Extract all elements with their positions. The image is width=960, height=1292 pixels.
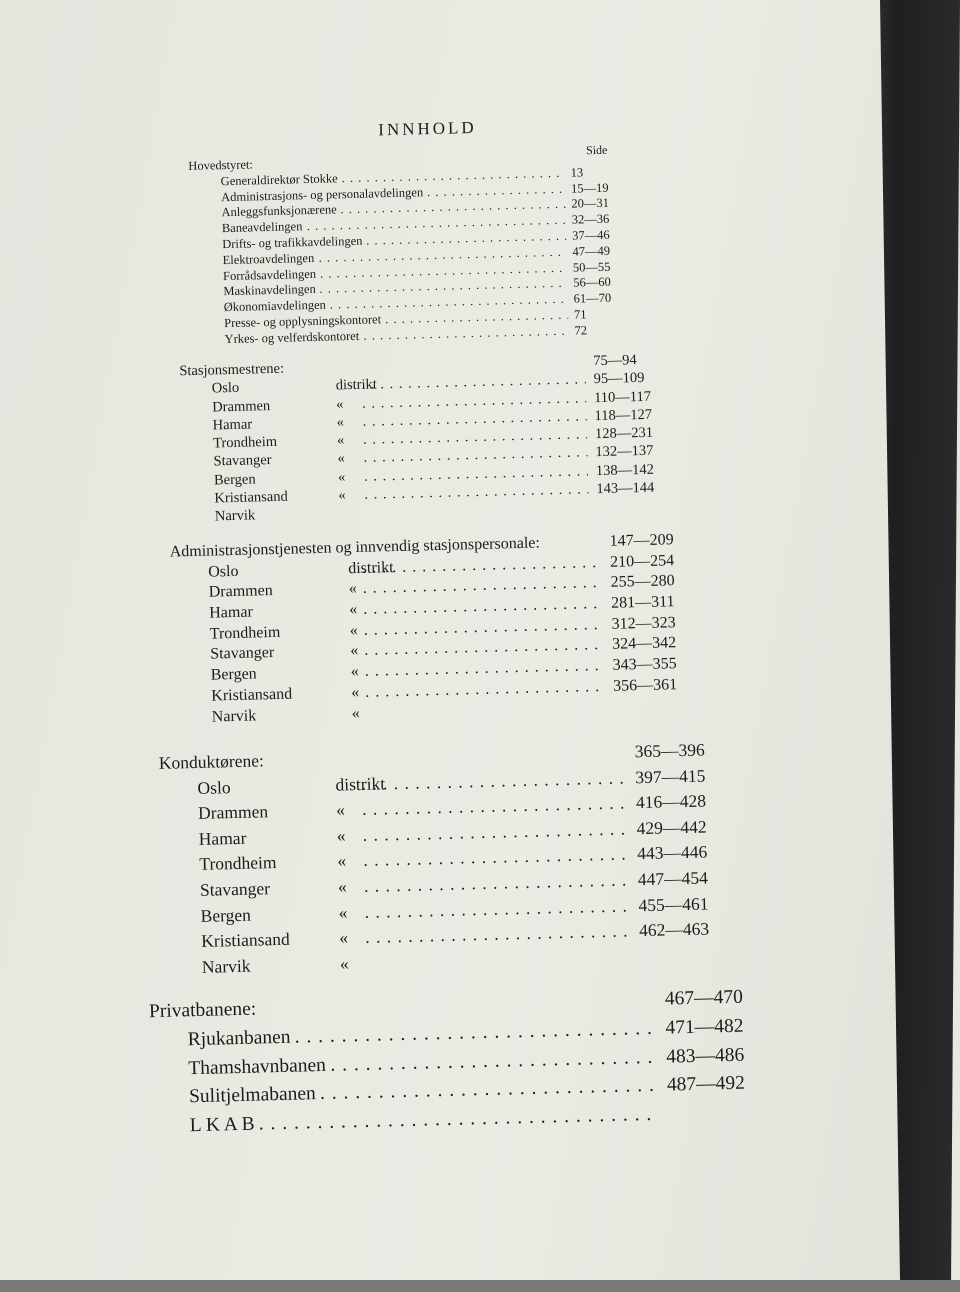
page-from: 72 [574, 323, 587, 338]
dot-leader [363, 574, 603, 598]
side-column-label: Side [586, 143, 608, 159]
page-to: 492 [715, 1073, 745, 1096]
page-range [574, 307, 587, 322]
page-range [596, 461, 654, 479]
page-from: 71 [574, 307, 587, 322]
page-range-dash: — [584, 212, 597, 227]
page-to: 70 [599, 291, 612, 306]
page-range-dash: — [634, 553, 650, 571]
page-from: 138 [596, 462, 618, 480]
entry-name: Oslo [212, 380, 240, 398]
toc-entry [150, 1059, 151, 1088]
toc-entry [170, 564, 171, 585]
page-from: 281 [611, 594, 635, 613]
entry-name: Elektroavdelingen [222, 251, 314, 268]
entry-name: Generaldirektør Stokke [221, 171, 338, 189]
entry-name: Drammen [198, 801, 268, 824]
toc-entry [151, 1088, 152, 1117]
page-range [613, 676, 677, 696]
page-from: 56 [573, 276, 586, 291]
page-to: 49 [597, 243, 610, 258]
page-range-dash: — [694, 987, 714, 1009]
toc-entry [171, 606, 172, 627]
toc-entry [149, 1030, 150, 1059]
entry-name: Drifts- og trafikkavdelingen [222, 234, 363, 252]
page-range-dash: — [585, 260, 598, 275]
dot-leader [361, 767, 627, 794]
page-range-dash: — [617, 462, 632, 479]
page-to: 137 [631, 443, 653, 461]
entry-name: Forrådsavdelingen [223, 266, 316, 283]
entry-name: L K A B [190, 1114, 255, 1138]
page-range [573, 259, 611, 275]
toc-entry [173, 688, 174, 709]
toc-entry [152, 1116, 153, 1145]
page-range-dash: — [695, 1016, 715, 1038]
entry-district: « [349, 601, 357, 619]
page-range [574, 323, 587, 338]
entry-name: Kristiansand [211, 685, 292, 705]
entry-district: « [352, 704, 360, 722]
entry-name: Økonomiavdelingen [224, 298, 326, 315]
page-range-dash: — [634, 573, 650, 591]
page-from: 15 [571, 181, 584, 196]
dot-leader [320, 1075, 659, 1105]
page-from: 37 [572, 228, 585, 243]
entry-district: « [339, 927, 348, 948]
page-from: 75 [593, 353, 608, 370]
page-to: 109 [622, 370, 644, 388]
page-to: 454 [681, 867, 708, 889]
page-range [610, 552, 674, 572]
page-from: 147 [609, 532, 633, 551]
page-from: 47 [572, 244, 585, 259]
entry-name: Maskinavdelingen [223, 282, 316, 299]
dot-leader [365, 657, 605, 681]
page-from: 118 [594, 408, 616, 426]
dot-leader [364, 895, 630, 922]
toc-entry [160, 804, 161, 830]
page-from: 32 [572, 213, 585, 228]
entry-name: Kristiansand [201, 929, 290, 952]
page-range [636, 791, 706, 814]
page-range [573, 275, 611, 291]
page-range-dash: — [608, 371, 623, 388]
page-from: 471 [665, 1017, 695, 1040]
dot-leader [365, 678, 605, 702]
page-range-dash: — [586, 275, 599, 290]
page-range-dash: — [618, 480, 633, 497]
page-from: 443 [637, 843, 664, 865]
page-range [571, 180, 609, 196]
page-range [574, 291, 612, 307]
page-to: 127 [630, 407, 652, 425]
page-range-dash: — [636, 635, 652, 653]
page-range [612, 635, 676, 655]
entry-district: « [337, 851, 346, 872]
page-to: 280 [650, 573, 674, 592]
dot-leader [364, 481, 588, 503]
page-to: 231 [631, 425, 653, 443]
page-range-dash: — [584, 228, 597, 243]
dot-leader [364, 636, 604, 660]
entry-name: Narvik [212, 707, 257, 726]
page-range [667, 1073, 746, 1097]
dot-leader [362, 793, 628, 820]
entry-name: Drammen [212, 398, 270, 416]
page-to: 55 [598, 259, 611, 274]
page-range-dash: — [635, 594, 651, 612]
entry-name: Bergen [211, 666, 257, 685]
page-to: 94 [622, 352, 637, 369]
section-heading: Konduktørene: [159, 750, 264, 774]
page-from: 356 [613, 677, 637, 696]
page-from: 397 [635, 766, 662, 788]
entry-name: Oslo [208, 563, 239, 582]
page-from: 467 [665, 988, 695, 1011]
page-to: 428 [680, 791, 707, 813]
dot-leader [362, 554, 602, 578]
page-from: 324 [612, 636, 636, 655]
dot-leader [330, 1046, 658, 1076]
page-range [665, 1015, 744, 1039]
section-heading-row [159, 753, 160, 779]
page-from: 50 [573, 260, 586, 275]
page-range-dash: — [663, 817, 681, 838]
entry-district: « [338, 876, 347, 897]
dot-leader [363, 844, 629, 871]
entry-district: distrikt [336, 377, 377, 395]
page-range [638, 893, 708, 916]
entry-district: « [351, 684, 359, 702]
page-from: 312 [611, 615, 635, 634]
entry-name: Drammen [209, 582, 273, 602]
page-to: 446 [681, 842, 708, 864]
toc-entry [172, 647, 173, 668]
page-to: 470 [713, 987, 743, 1010]
entry-name: Hamar [199, 828, 247, 850]
page-title: INNHOLD [0, 108, 868, 149]
entry-name: Yrkes- og velferdskontoret [224, 329, 359, 347]
page-range-dash: — [617, 444, 632, 461]
page-range [635, 740, 705, 763]
page-range-dash: — [661, 766, 679, 787]
page-range [596, 480, 654, 498]
page-range [610, 573, 674, 593]
page-to: 342 [652, 635, 676, 654]
toc-entry [163, 932, 164, 958]
entry-name: Stavanger [210, 644, 274, 664]
page-range [572, 212, 610, 228]
toc-section [149, 1001, 153, 1145]
toc-entry [162, 906, 163, 932]
page-range [594, 407, 652, 425]
toc-entry [161, 855, 162, 881]
page-to: 19 [596, 180, 609, 195]
page-range [611, 593, 675, 613]
entry-name: Rjukanbanen [187, 1027, 290, 1052]
page-range [593, 352, 637, 370]
toc-entry [173, 668, 174, 689]
entry-district: « [350, 642, 358, 660]
entry-name: Presse- og opplysningskontoret [224, 312, 381, 331]
page-to: 482 [714, 1015, 744, 1038]
entry-name: Oslo [197, 777, 231, 799]
page-from: 365 [635, 741, 662, 763]
toc-section [179, 363, 183, 528]
entry-district: « [351, 663, 359, 681]
page-range [593, 370, 644, 388]
page-to: 31 [596, 196, 609, 211]
page-range-dash: — [664, 868, 682, 889]
page-range [612, 655, 676, 675]
entry-district: distrikt [335, 773, 385, 795]
page-range [572, 243, 610, 259]
dot-leader [362, 818, 628, 845]
page-range-dash: — [586, 291, 599, 306]
page-from: 447 [638, 869, 665, 891]
section-heading: Administrasjonstjenesten og innvendig stasjonspersonale: [170, 535, 541, 562]
section-heading: Privatbanene: [149, 999, 257, 1024]
page-from: 455 [638, 894, 665, 916]
entry-district: « [338, 469, 346, 486]
entry-district: distrikt [348, 559, 394, 578]
dot-leader [363, 595, 603, 619]
toc-entry [164, 958, 165, 984]
section-heading: Stasjonsmestrene: [179, 361, 284, 381]
dot-leader [364, 616, 604, 640]
page-to: 355 [652, 655, 676, 674]
section-heading-row [149, 1001, 150, 1030]
entry-name: Administrasjons- og personalavdelingen [221, 185, 423, 205]
page-to: 361 [653, 676, 677, 695]
page-range-dash: — [585, 244, 598, 259]
page-to: 396 [678, 740, 705, 762]
page-range-dash: — [635, 615, 651, 633]
page-range-dash: — [608, 352, 623, 369]
section-heading: Hovedstyret: [188, 157, 253, 174]
page-to: 60 [598, 275, 611, 290]
toc-entry [161, 830, 162, 856]
page-range [611, 614, 675, 634]
entry-district: « [340, 953, 349, 974]
page-range-dash: — [663, 843, 681, 864]
page-to: 142 [632, 461, 654, 479]
page-range [637, 842, 707, 865]
entry-district: « [338, 487, 346, 504]
entry-district: « [336, 414, 344, 431]
entry-district: « [337, 451, 345, 468]
page-from: 132 [595, 444, 617, 462]
page-from: 487 [667, 1074, 697, 1097]
toc-entry [159, 778, 160, 804]
page-to: 323 [651, 614, 675, 633]
page-range [666, 1044, 745, 1068]
page-from: 110 [594, 389, 616, 407]
entry-name: Hamar [209, 604, 253, 623]
page-range [639, 919, 709, 942]
entry-name: Kristiansand [214, 489, 288, 508]
entry-district: « [350, 622, 358, 640]
page-from: 429 [636, 817, 663, 839]
entry-name: Trondheim [199, 852, 277, 875]
toc-entry [172, 626, 173, 647]
page-from: 61 [574, 291, 587, 306]
page-range-dash: — [665, 919, 683, 940]
entry-name: Narvik [202, 955, 251, 977]
page-from: 416 [636, 792, 663, 814]
page-range-dash: — [636, 656, 652, 674]
entry-name: Trondheim [210, 624, 281, 644]
page-from: 143 [596, 481, 618, 499]
page-range-dash: — [583, 181, 596, 196]
page-to: 486 [715, 1044, 745, 1067]
entry-name: Stavanger [200, 878, 270, 901]
entry-name: Hamar [212, 416, 252, 434]
entry-district: « [349, 580, 357, 598]
page-to: 117 [630, 388, 652, 406]
page-from: 128 [595, 426, 617, 444]
page-to: 209 [649, 531, 673, 550]
page-from: 13 [570, 165, 583, 180]
page-range [635, 765, 705, 788]
page-range-dash: — [615, 389, 630, 406]
page-range [572, 228, 610, 244]
page-range [595, 443, 653, 461]
page-range-dash: — [633, 532, 649, 550]
entry-name: Bergen [200, 904, 251, 926]
page-to: 36 [597, 212, 610, 227]
entry-district: « [337, 432, 345, 449]
page-range [638, 867, 708, 890]
toc-section [188, 159, 193, 349]
entry-name: Trondheim [213, 434, 277, 453]
page-range [594, 388, 651, 406]
dot-leader [364, 869, 630, 896]
page-from: 483 [666, 1045, 696, 1068]
page-range [609, 531, 673, 551]
page-from: 210 [610, 553, 634, 572]
page-to: 46 [597, 228, 610, 243]
page-range [595, 425, 653, 443]
page-range [571, 196, 609, 212]
toc-entry [162, 881, 163, 907]
entry-name: Bergen [214, 471, 256, 489]
entry-district: « [336, 825, 345, 846]
page-to: 254 [650, 552, 674, 571]
page-range-dash: — [617, 425, 632, 442]
page-range [570, 165, 583, 180]
toc-entry [171, 585, 172, 606]
page-from: 95 [593, 371, 608, 388]
page-range-dash: — [665, 894, 683, 915]
page-to: 415 [679, 765, 706, 787]
page-from: 462 [639, 920, 666, 942]
toc-section [170, 544, 175, 730]
page-range-dash: — [695, 1045, 715, 1067]
page-from: 343 [612, 656, 636, 675]
page-from: 20 [571, 197, 584, 212]
entry-name: Stavanger [213, 453, 271, 471]
page-range-dash: — [584, 196, 597, 211]
page-to: 442 [680, 816, 707, 838]
page-from: 255 [610, 574, 634, 593]
page-range [665, 987, 744, 1011]
section-heading-row [170, 544, 171, 565]
page-range [636, 816, 706, 839]
entry-district: « [336, 396, 344, 413]
page-range-dash: — [661, 740, 679, 761]
dot-leader [294, 1018, 657, 1049]
page-range-dash: — [696, 1074, 716, 1096]
page-to: 311 [651, 593, 675, 612]
entry-name: Narvik [215, 508, 256, 526]
page-to: 463 [683, 919, 710, 941]
entry-name: Sulitjelmabanen [189, 1084, 316, 1109]
entry-name: Anleggsfunksjonærene [221, 203, 337, 221]
dot-leader [259, 1104, 652, 1136]
entry-name: Baneavdelingen [222, 219, 303, 236]
page-range-dash: — [637, 677, 653, 695]
entry-name: Thamshavnbanen [188, 1054, 326, 1079]
entry-district: « [336, 800, 345, 821]
page-range-dash: — [616, 407, 631, 424]
toc-entry [174, 709, 175, 730]
page-to: 144 [632, 480, 654, 498]
dot-leader [365, 921, 631, 948]
page-range-dash: — [662, 791, 680, 812]
toc-section [159, 753, 165, 983]
page-to: 461 [682, 893, 709, 915]
entry-district: « [338, 902, 347, 923]
